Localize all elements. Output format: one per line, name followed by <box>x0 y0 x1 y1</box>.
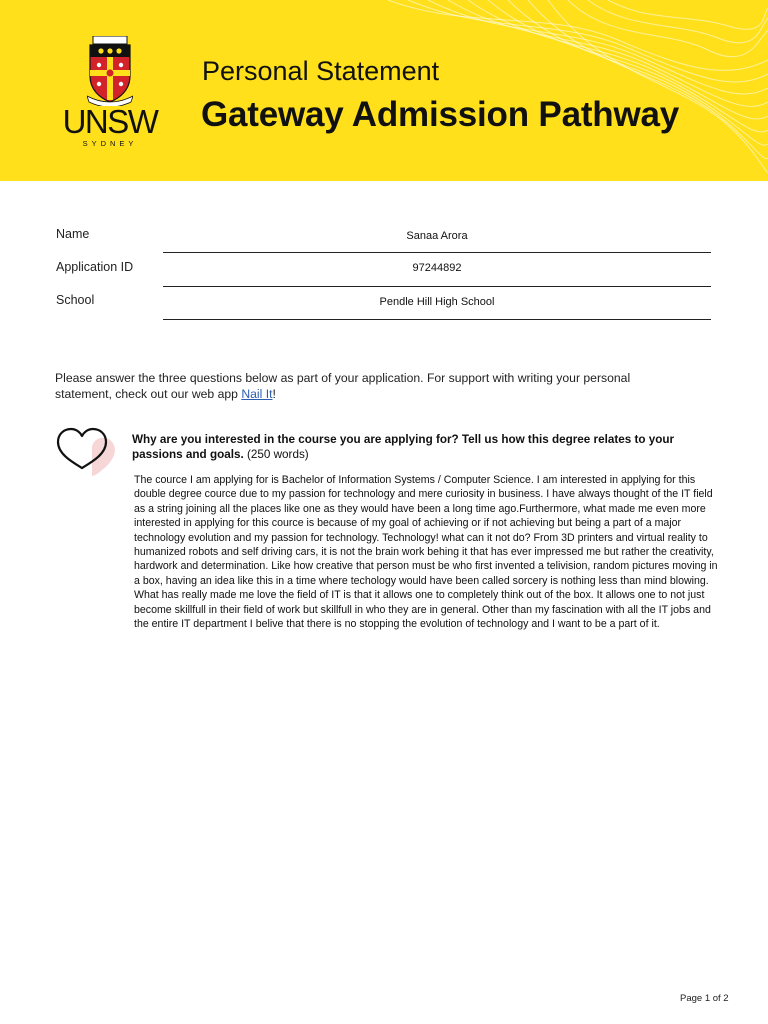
name-value: Sanaa Arora <box>406 230 468 242</box>
school-value: Pendle Hill High School <box>379 296 495 308</box>
question-1-answer: The cource I am applying for is Bachelor of Information Systems / Computer Science. I am interested in applying for this double degree cource due to my passion for technology and mere curiosity in business. I have always thought of the IT field as a string joining all the places like one as they would have been a long time ago.Furthermore, what made me even more interested in applying for this cource is because of my goal of achieving or if not achieving but being a part of a major technology evolution and my passion for technology. Technology! what can it not do? From 3D printers and virtual reality to humanized robots and self driving cars, it is not the brain work behing it that has ever impressed me but rather the creativity, hardwork and determination. Like how creative that person must be who first invented a telivision, random pictures moving in a box, having an idea like this in a time where techology would have been called sorcery is nothing less than mind blowing. What has really made me love the field of IT is that it allows one to completely think out of the box. It allows one to not just become skillfull in their field of work but skillfull in who they are in general. Other than my fascination with all the IT jobs and the entire IT department I belive that there is no stopping the evolution of technology and I want to be a part of it. <box>134 474 718 631</box>
school-label: School <box>56 293 95 307</box>
decorative-wave-lines <box>348 0 768 181</box>
name-label: Name <box>56 227 90 241</box>
nail-it-link[interactable]: Nail It <box>241 386 273 401</box>
unsw-logo <box>54 36 166 150</box>
page-title: Personal Statement <box>202 56 440 86</box>
application-id-value: 97244892 <box>412 262 462 274</box>
logo-subtitle: SYDNEY <box>82 139 138 148</box>
question-1-prompt <box>132 433 692 462</box>
heart-icon <box>54 424 124 480</box>
instructions-paragraph <box>55 371 655 402</box>
name-underline <box>163 252 711 253</box>
page-number: Page 1 of 2 <box>680 993 729 1004</box>
page-subtitle: Gateway Admission Pathway <box>201 95 680 134</box>
header-banner <box>0 0 768 181</box>
unsw-crest-icon <box>87 36 133 106</box>
question-1-text: Why are you interested in the course you are applying for? Tell us how this degree relates to your passions and goals. <box>132 433 675 461</box>
application-id-underline <box>163 286 711 287</box>
instructions-text: Please answer the three questions below as part of your application. For support with writing your personal statement, check out our web app <box>55 371 631 401</box>
application-id-label: Application ID <box>56 260 134 274</box>
logo-wordmark: UNSW <box>62 103 158 140</box>
school-underline <box>163 319 711 320</box>
question-1-word-limit: (250 words) <box>246 447 309 461</box>
instructions-text-end: ! <box>272 386 276 401</box>
